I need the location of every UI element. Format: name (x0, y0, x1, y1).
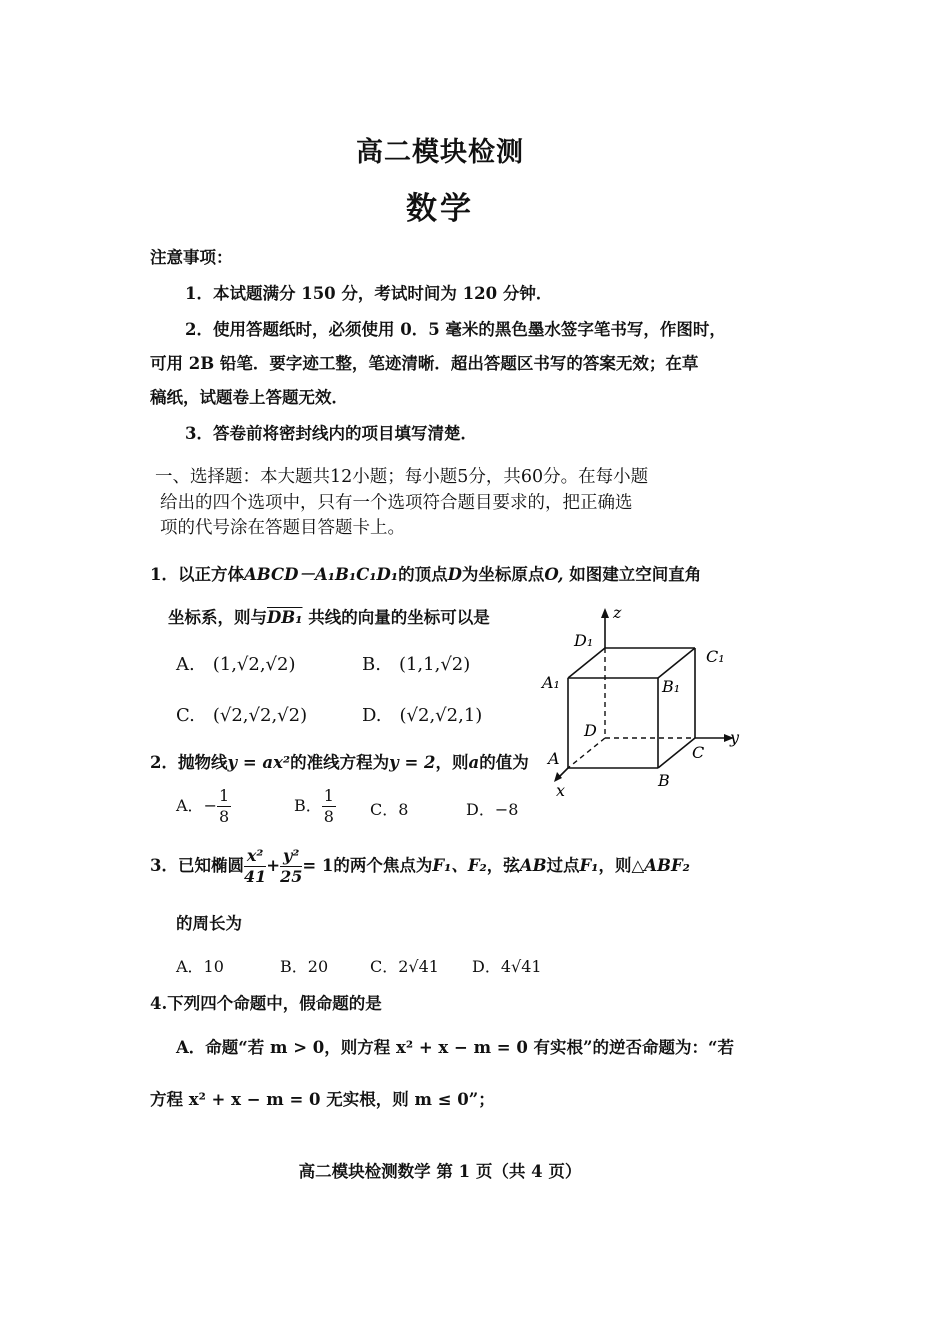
vertex-d-label: D (584, 721, 597, 740)
q1-vector: DB₁ (267, 608, 303, 627)
vertex-b1-label: B₁ (662, 677, 681, 696)
vertex-a1-label: A₁ (542, 673, 560, 692)
q2-option-a-num: 1 (218, 786, 230, 805)
section-1-line-2: 给出的四个选项中，只有一个选项符合题目要求的，把正确选 (160, 493, 633, 513)
q2-eq1: y = ax² (227, 753, 291, 772)
q2-option-a (176, 788, 231, 825)
q1-pre: 1．以正方体 (150, 565, 244, 584)
q1-option-a: A. (1,√2,√2) (176, 654, 296, 675)
q3-mid3: 过点 (546, 856, 580, 875)
q3-mid4: ，则△ (598, 856, 645, 875)
q1-option-d: D. (√2,√2,1) (362, 705, 483, 726)
q3-mid: 的两个焦点为 (333, 856, 433, 875)
vertex-d1-label: D₁ (574, 631, 594, 650)
question-1-stem (150, 561, 701, 585)
q4-option-a-line-1: A．命题“若 m > 0，则方程 x² + x − m = 0 有实根”的逆否命题为：“若 (176, 1038, 735, 1057)
q3-fraction-x-num: x² (244, 848, 266, 867)
q2-tail: 的值为 (479, 753, 529, 772)
q2-option-b-den: 8 (323, 807, 334, 826)
notice-item-1: 1．本试题满分 150 分，考试时间为 120 分钟． (185, 284, 553, 303)
q3-fraction-y-num: y² (280, 848, 302, 867)
q1-line2-post: 共线的向量的坐标可以是 (302, 608, 490, 627)
q4-option-a-line-2: 方程 x² + x − m = 0 无实根，则 m ≤ 0”； (150, 1090, 495, 1109)
question-4-title: 4.下列四个命题中，假命题的是 (150, 994, 382, 1013)
q2-option-b (294, 788, 336, 825)
q1-origin: O, (544, 565, 564, 584)
q3-option-a: A．10 (176, 957, 224, 976)
cube-figure (530, 600, 750, 800)
q2-option-b-fraction (322, 788, 336, 825)
question-2-stem (150, 749, 529, 773)
q2-post: ，则 (435, 753, 469, 772)
q2-eq2: y = 2 (389, 753, 436, 772)
q2-pre: 2．抛物线 (150, 753, 228, 772)
q3-line-2: 的周长为 (176, 914, 242, 933)
q3-option-c: C．2√41 (370, 957, 439, 976)
q3-option-b: B．20 (280, 957, 329, 976)
page-footer: 高二模块检测数学 第 1 页（共 4 页） (298, 1162, 582, 1181)
q2-mid: 的准线方程为 (290, 753, 390, 772)
notice-item-2-line-3: 稿纸，试题卷上答题无效． (150, 388, 348, 407)
axis-z-label: z (613, 603, 622, 622)
q2-a: a (468, 753, 480, 772)
q1-line2-pre: 坐标系，则与 (168, 608, 267, 627)
q3-chord: AB (519, 856, 547, 875)
q2-option-a-sign: − (203, 796, 217, 815)
q1-mid: 的顶点 (398, 565, 448, 584)
q3-fraction-y (280, 848, 302, 885)
q3-plus: + (266, 856, 281, 875)
q3-fraction-y-den: 25 (280, 867, 303, 886)
q1-point-d: D (447, 565, 462, 584)
section-1-line-1: 一、选择题：本大题共12小题；每小题5分，共60分。在每小题 (155, 467, 649, 487)
vertex-a-label: A (548, 749, 560, 768)
section-1-line-3: 项的代号涂在答题目答题卡上。 (160, 518, 405, 538)
exam-subject: 数学 (406, 191, 474, 227)
q1-post: 如图建立空间直角 (563, 565, 702, 584)
q3-pre: 3．已知椭圆 (150, 856, 244, 875)
q2-option-a-den: 8 (218, 807, 230, 826)
q2-option-b-label: B． (294, 796, 322, 815)
q1-cube: ABCD－A₁B₁C₁D₁ (243, 565, 399, 584)
axis-x-label: x (556, 781, 566, 800)
vertex-b-label: B (658, 771, 670, 790)
q3-mid2: ，弦 (486, 856, 520, 875)
q2-option-a-fraction (217, 788, 231, 825)
vertex-c1-label: C₁ (706, 647, 725, 666)
exam-subtitle: 高二模块检测 (356, 137, 524, 168)
q1-option-b: B. (1,1,√2) (362, 654, 471, 675)
q3-option-d: D．4√41 (472, 957, 542, 976)
q3-eq: = 1 (302, 856, 334, 875)
notice-heading: 注意事项： (150, 248, 233, 267)
q1-option-c: C. (√2,√2,√2) (176, 705, 308, 726)
q2-option-b-num: 1 (323, 786, 334, 805)
q1-mid2: 为坐标原点 (461, 565, 545, 584)
question-3-stem (150, 848, 690, 885)
notice-item-2-line-1: 2．使用答题纸时，必须使用 0．5 毫米的黑色墨水签字笔书写，作图时， (185, 320, 726, 339)
q2-option-a-label: A． (176, 796, 204, 815)
axis-y-label: y (730, 728, 740, 747)
q3-focus-1: F₁ (579, 856, 599, 875)
q3-triangle: ABF₂ (644, 856, 690, 875)
vertex-c-label: C (692, 743, 705, 762)
q3-foci: F₁、F₂ (432, 856, 487, 875)
q2-option-d: D．−8 (466, 800, 519, 819)
q3-fraction-x (244, 848, 266, 885)
question-1-line-2 (168, 604, 490, 628)
q3-fraction-x-den: 41 (243, 867, 267, 886)
notice-item-3: 3．答卷前将密封线内的项目填写清楚． (185, 424, 477, 443)
q2-option-c: C．8 (370, 800, 409, 819)
notice-item-2-line-2: 可用 2B 铅笔．要字迹工整，笔迹清晰．超出答题区书写的答案无效；在草 (150, 354, 699, 373)
